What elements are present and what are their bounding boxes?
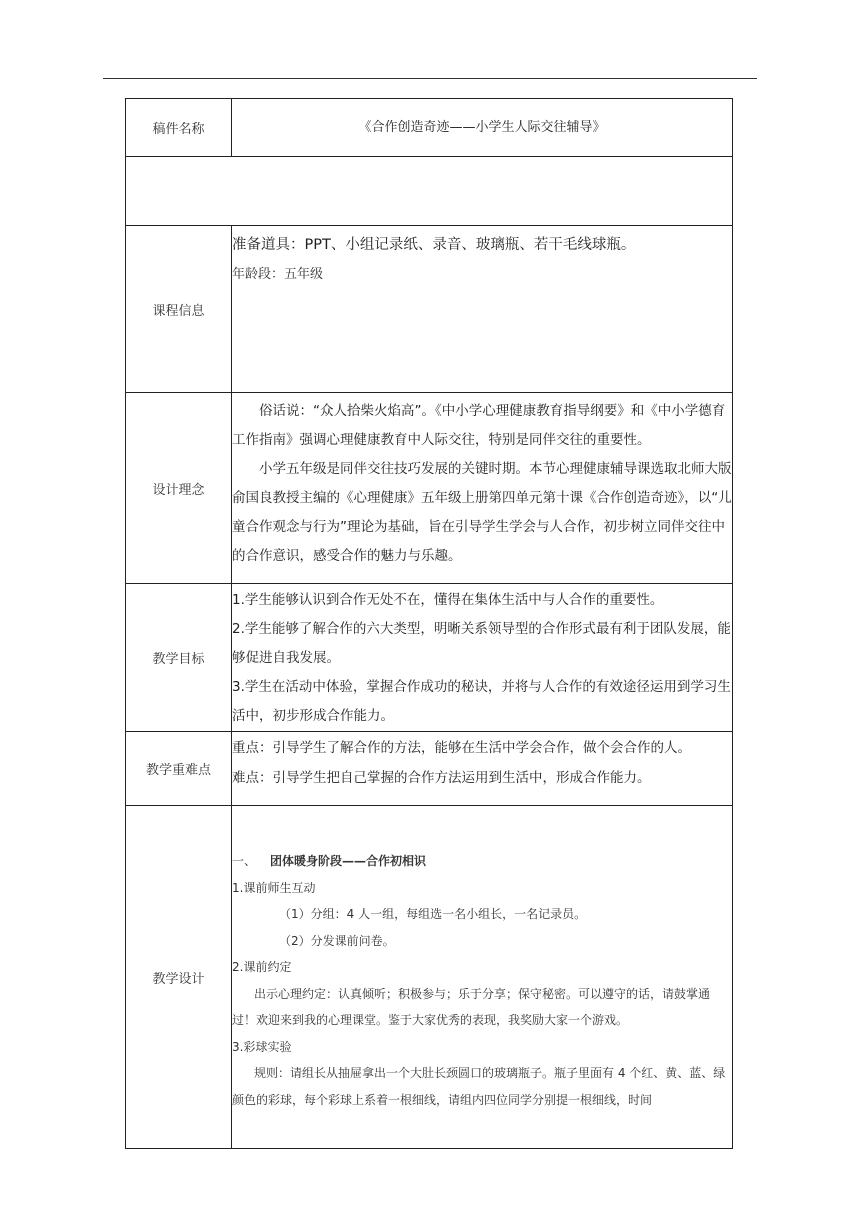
- props-text: 准备道具：PPT、小组记录纸、录音、玻璃瓶、若干毛线球瓶。: [232, 237, 636, 253]
- course-info-content: [232, 226, 733, 393]
- difficulty-text: 难点：引导学生把自己掌握的合作方法运用到生活中，形成合作能力。: [232, 770, 651, 786]
- design-idea-label: 设计理念: [126, 393, 232, 584]
- goal-item-2: 2.学生能够了解合作的六大类型，明晰关系领导型的合作形式最有利于团队发展，能够促进自我发展。: [232, 621, 731, 666]
- blank-cell: [126, 157, 733, 226]
- design-idea-content: [232, 393, 733, 584]
- row-design-idea: [126, 393, 733, 584]
- step-1a: （1）分组：4 人一组，每组选一名小组长，一名记录员。: [279, 907, 587, 921]
- key-points-content: [232, 732, 733, 806]
- teaching-design-label: 教学设计: [126, 806, 232, 1149]
- teaching-goals-label: 教学目标: [126, 584, 232, 732]
- header-rule: [103, 78, 757, 79]
- section-number: 一、: [232, 854, 257, 868]
- step-1-title: 1.课前师生互动: [232, 880, 316, 895]
- step-1b: （2）分发课前问卷。: [279, 933, 395, 948]
- title-label: 稿件名称: [126, 99, 232, 157]
- course-info-label: 课程信息: [126, 226, 232, 393]
- row-course-info: [126, 226, 733, 393]
- section-heading: [232, 848, 732, 875]
- goal-item-1: 1.学生能够认识到合作无处不在，懂得在集体生活中与人合作的重要性。: [232, 592, 664, 608]
- focus-text: 重点：引导学生了解合作的方法，能够在生活中学会合作，做个会合作的人。: [232, 740, 691, 756]
- idea-paragraph-2: 小学五年级是同伴交往技巧发展的关键时期。本节心理健康辅导课选取北师大版俞国良教授主编的《心理健康》五年级上册第四单元第十课《合作创造奇迹》，以“儿童合作观念与行为”理论为基础，旨在引导学生学会与人合作，初步树立同伴交往中的合作意识，感受合作的魅力与乐趣。: [232, 461, 732, 564]
- step-3-title: 3.彩球实验: [232, 1039, 292, 1054]
- key-points-label: 教学重难点: [126, 732, 232, 806]
- row-blank: [126, 157, 733, 226]
- teaching-goals-content: [232, 584, 733, 732]
- section-title: 团体暖身阶段——合作初相识: [270, 854, 427, 868]
- row-title: [126, 99, 733, 157]
- row-key-points: [126, 732, 733, 806]
- lesson-plan-table: [125, 98, 733, 1149]
- row-teaching-goals: [126, 584, 733, 732]
- idea-paragraph-1: 俗话说：“众人拾柴火焰高”。《中小学心理健康教育指导纲要》和《中小学德育工作指南》强调心理健康教育中人际交往，特别是同伴交往的重要性。: [232, 403, 726, 448]
- age-text: 年龄段：五年级: [232, 267, 324, 282]
- step-2-title: 2.课前约定: [232, 960, 292, 974]
- step-3-text: 规则：请组长从抽屉拿出一个大肚长颈圆口的玻璃瓶子。瓶子里面有 4 个红、黄、蓝、绿颜色的彩球，每个彩球上系着一根细线，请组内四位同学分别提一根细线，时间: [232, 1066, 726, 1107]
- goal-item-3: 3.学生在活动中体验，掌握合作成功的秘诀，并将与人合作的有效途径运用到学习生活中，初步形成合作能力。: [232, 679, 731, 724]
- row-teaching-design: [126, 806, 733, 1149]
- step-2-text: 出示心理约定：认真倾听；积极参与；乐于分享；保守秘密。可以遵守的话，请鼓掌通过！欢迎来到我的心理课堂。鉴于大家优秀的表现，我奖励大家一个游戏。: [232, 986, 711, 1027]
- title-value: 《合作创造奇迹——小学生人际交往辅导》: [232, 99, 733, 157]
- teaching-design-content: [232, 806, 733, 1149]
